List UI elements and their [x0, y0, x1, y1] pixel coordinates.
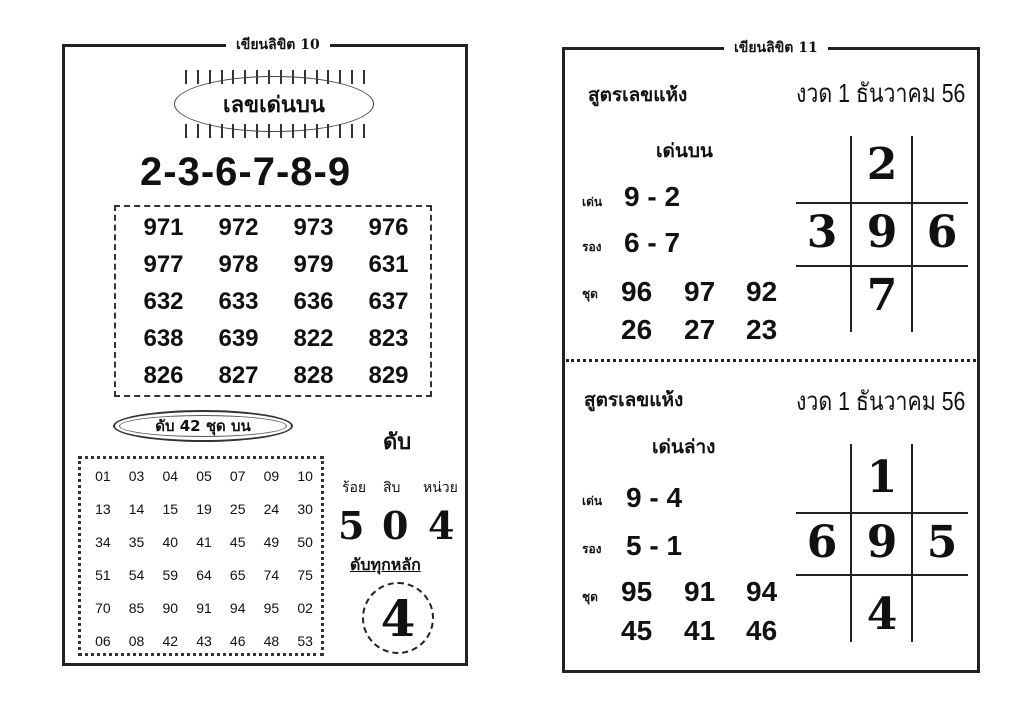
all-positions-circle	[362, 582, 434, 654]
two-digit-number: 07	[229, 468, 246, 484]
two-digit-number: 40	[162, 534, 179, 550]
two-digit-number: 03	[128, 468, 145, 484]
three-digit-number: 637	[368, 288, 409, 315]
pos-label-units: หน่วย	[423, 480, 458, 496]
three-digit-number: 979	[293, 251, 334, 278]
top-grid-top: 2	[866, 139, 898, 190]
two-digit-number: 91	[196, 600, 212, 616]
two-digit-number: 54	[128, 567, 145, 583]
all-positions-label: ดับทุกหลัก	[350, 555, 421, 574]
two-digit-number: 14	[128, 501, 145, 517]
two-digit-number: 41	[196, 534, 212, 550]
top-set-2: 97	[684, 276, 716, 307]
bottom-grid-hline-1	[796, 512, 968, 514]
bottom-subtitle: เด่นล่าง	[652, 436, 716, 458]
two-digit-number: 02	[297, 600, 313, 616]
badge-bottom-ticks	[180, 124, 370, 138]
two-digit-number: 08	[128, 633, 145, 649]
top-grid-right: 6	[926, 207, 958, 258]
bottom-grid-hline-2	[796, 574, 968, 576]
top-set-6: 23	[746, 314, 778, 345]
bottom-row3-label: ชุด	[582, 590, 598, 604]
bottom-row1-value: 9 - 4	[626, 482, 683, 513]
two-digit-number: 46	[229, 633, 246, 649]
set-label-oval	[113, 410, 293, 442]
three-digit-number: 827	[218, 362, 259, 389]
three-digit-number: 972	[218, 214, 259, 241]
top-set-3: 92	[746, 276, 778, 307]
top-grid-center: 9	[866, 207, 898, 258]
three-digit-number: 973	[293, 214, 334, 241]
two-digit-number: 04	[162, 468, 179, 484]
bottom-set-5: 41	[684, 615, 716, 646]
top-set-1: 96	[621, 276, 653, 307]
two-digit-number: 01	[95, 468, 111, 484]
top-row1-label: เด่น	[582, 195, 603, 209]
two-digit-number: 15	[162, 501, 179, 517]
right-page-header: เขียนลิขิต 11	[724, 37, 828, 59]
two-digit-number: 90	[162, 600, 179, 616]
three-digit-number: 632	[143, 288, 184, 315]
two-digit-number: 24	[263, 501, 280, 517]
two-digit-number: 75	[297, 567, 313, 583]
three-digit-number: 823	[368, 325, 409, 352]
bottom-grid-bottom: 4	[866, 589, 898, 640]
top-row3-label: ชุด	[582, 287, 598, 301]
top-set-4: 26	[621, 314, 653, 345]
section-separator	[566, 359, 976, 362]
two-digit-number: 85	[128, 600, 145, 616]
bottom-set-6: 46	[746, 615, 778, 646]
top-row2-value: 6 - 7	[624, 227, 681, 258]
bottom-grid-left: 6	[806, 517, 838, 568]
two-digit-number: 34	[95, 534, 111, 550]
three-digit-number: 828	[293, 362, 334, 389]
top-row2-label: รอง	[582, 240, 602, 254]
tuck-title: ดับ	[383, 430, 412, 455]
bottom-grid-center: 9	[866, 517, 898, 568]
two-digit-number: 51	[95, 567, 111, 583]
bottom-set-1: 95	[621, 576, 653, 607]
three-digit-number: 978	[218, 251, 259, 278]
two-digit-number: 45	[229, 534, 246, 550]
pos-digit-units: 4	[428, 503, 455, 548]
two-digit-number: 13	[95, 501, 111, 517]
bottom-row1-label: เด่น	[582, 494, 603, 508]
two-digit-number: 74	[263, 567, 280, 583]
two-digit-number: 42	[162, 633, 179, 649]
three-digit-number: 971	[143, 214, 184, 241]
top-grid-left: 3	[806, 207, 838, 258]
two-digit-number: 64	[196, 567, 212, 583]
two-digit-number: 49	[263, 534, 280, 550]
top-formula-title: สูตรเลขแห้ง	[588, 84, 688, 106]
top-draw-date: งวด 1 ธันวาคม 56	[796, 78, 966, 108]
top-subtitle: เด่นบน	[656, 140, 713, 162]
bottom-draw-date: งวด 1 ธันวาคม 56	[796, 386, 966, 416]
two-digit-number: 10	[297, 468, 313, 484]
two-digit-number: 09	[263, 468, 280, 484]
pos-digit-tens: 0	[382, 503, 409, 548]
top-grid-hline-2	[796, 265, 968, 267]
bottom-row2-value: 5 - 1	[626, 530, 683, 561]
three-digit-number: 977	[143, 251, 184, 278]
three-digit-number: 636	[293, 288, 334, 315]
bottom-set-2: 91	[684, 576, 716, 607]
two-digit-number: 05	[196, 468, 212, 484]
three-digit-number: 822	[293, 325, 334, 352]
top-row1-value: 9 - 2	[624, 181, 681, 212]
two-digit-number: 43	[196, 633, 212, 649]
bottom-grid-top: 1	[866, 452, 898, 503]
two-digit-number: 94	[229, 600, 246, 616]
two-digit-number: 53	[297, 633, 313, 649]
three-digit-number: 829	[368, 362, 409, 389]
pos-digit-hundreds: 5	[338, 503, 365, 548]
hot-numbers-title: เลขเด่นบน	[223, 92, 325, 118]
three-digit-number: 638	[143, 325, 184, 352]
oval-inner-ring	[119, 415, 287, 437]
all-positions-digit: 4	[380, 588, 416, 648]
two-digit-number: 70	[95, 600, 111, 616]
two-digit-number: 25	[229, 501, 246, 517]
three-digit-grid	[126, 213, 426, 390]
bottom-set-4: 45	[621, 615, 653, 646]
pos-label-hundreds: ร้อย	[342, 480, 367, 496]
two-digit-number: 95	[263, 600, 280, 616]
hot-digits: 2-3-6-7-8-9	[140, 150, 352, 194]
two-digit-number: 59	[162, 567, 179, 583]
bottom-formula-title: สูตรเลขแห้ง	[584, 389, 684, 411]
two-digit-grid	[86, 465, 322, 653]
two-digit-number: 65	[229, 567, 246, 583]
two-digit-number: 48	[263, 633, 280, 649]
top-grid-hline-1	[796, 202, 968, 204]
top-grid-bottom: 7	[866, 270, 898, 321]
two-digit-number: 35	[128, 534, 145, 550]
three-digit-number: 976	[368, 214, 409, 241]
three-digit-number: 631	[368, 251, 409, 278]
pos-label-tens: สิบ	[383, 480, 401, 496]
two-digit-number: 06	[95, 633, 111, 649]
two-digit-number: 30	[297, 501, 313, 517]
two-digit-number: 50	[297, 534, 313, 550]
top-set-5: 27	[684, 314, 716, 345]
left-page-header: เขียนลิขิต 10	[226, 34, 330, 56]
bottom-grid-right: 5	[926, 517, 958, 568]
three-digit-number: 633	[218, 288, 259, 315]
three-digit-number: 826	[143, 362, 184, 389]
two-digit-number: 19	[196, 501, 212, 517]
three-digit-number: 639	[218, 325, 259, 352]
set-label: ดับ 42 ชุด บน	[155, 417, 251, 435]
bottom-row2-label: รอง	[582, 542, 602, 556]
bottom-set-3: 94	[746, 576, 778, 607]
